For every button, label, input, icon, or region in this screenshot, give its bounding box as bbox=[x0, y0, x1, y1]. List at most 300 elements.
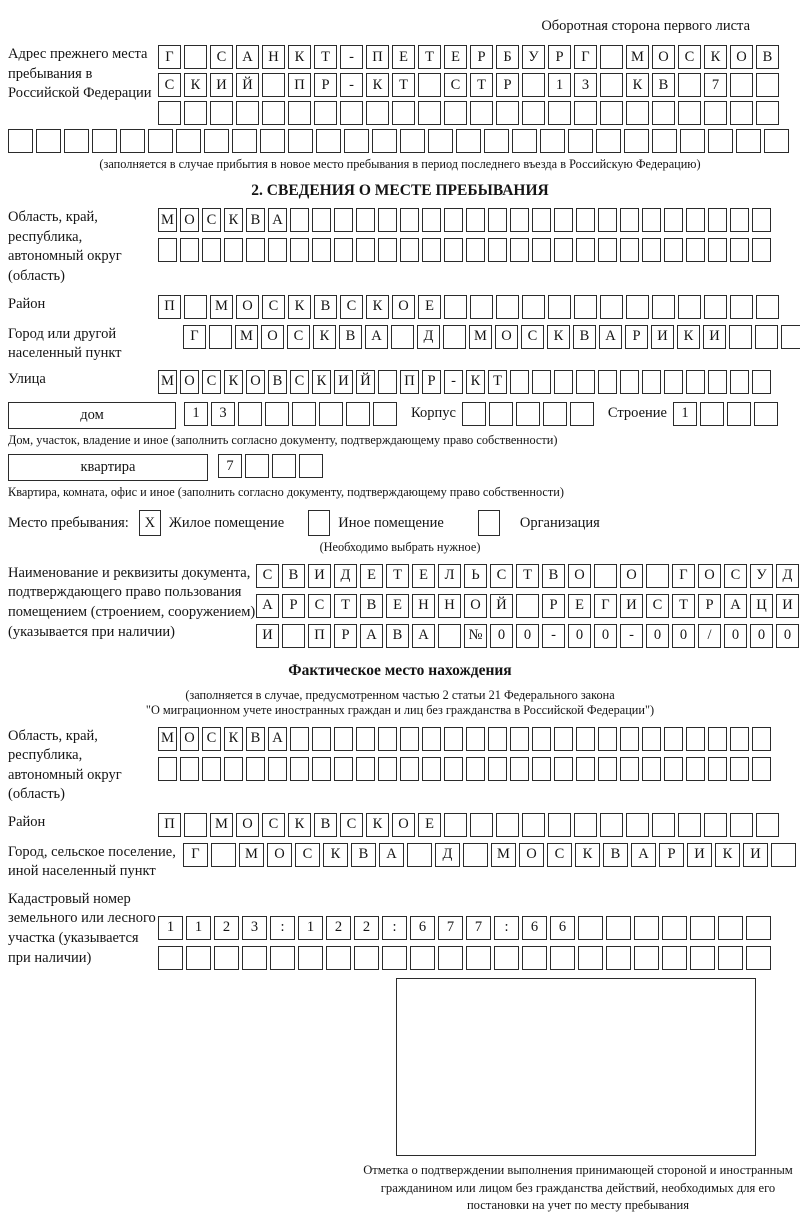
char-cell[interactable] bbox=[686, 727, 705, 751]
char-cell[interactable]: 0 bbox=[724, 624, 747, 648]
char-cell[interactable]: 6 bbox=[550, 916, 575, 940]
char-cell[interactable] bbox=[522, 295, 545, 319]
char-cell[interactable] bbox=[652, 813, 675, 837]
char-cell[interactable] bbox=[410, 946, 435, 970]
char-cell[interactable]: Р bbox=[542, 594, 565, 618]
char-cell[interactable]: В bbox=[282, 564, 305, 588]
char-cell[interactable]: Е bbox=[386, 594, 409, 618]
char-cell[interactable] bbox=[576, 238, 595, 262]
char-cell[interactable]: Е bbox=[568, 594, 591, 618]
char-cell[interactable]: В bbox=[314, 295, 337, 319]
char-cell[interactable]: Н bbox=[438, 594, 461, 618]
char-cell[interactable] bbox=[574, 295, 597, 319]
char-cell[interactable]: В bbox=[339, 325, 362, 349]
char-cell[interactable] bbox=[730, 370, 749, 394]
char-cell[interactable]: О bbox=[519, 843, 544, 867]
char-cell[interactable]: Н bbox=[412, 594, 435, 618]
char-cell[interactable] bbox=[466, 946, 491, 970]
char-cell[interactable] bbox=[634, 916, 659, 940]
char-cell[interactable] bbox=[443, 325, 466, 349]
char-cell[interactable] bbox=[756, 73, 779, 97]
char-cell[interactable]: 6 bbox=[522, 916, 547, 940]
char-cell[interactable]: В bbox=[360, 594, 383, 618]
char-cell[interactable] bbox=[626, 813, 649, 837]
char-cell[interactable] bbox=[626, 101, 649, 125]
char-cell[interactable]: 1 bbox=[184, 402, 208, 426]
char-cell[interactable] bbox=[598, 370, 617, 394]
char-cell[interactable]: А bbox=[268, 727, 287, 751]
char-cell[interactable]: К bbox=[715, 843, 740, 867]
char-cell[interactable]: О bbox=[267, 843, 292, 867]
char-cell[interactable]: М bbox=[158, 727, 177, 751]
char-cell[interactable] bbox=[444, 727, 463, 751]
char-cell[interactable] bbox=[378, 757, 397, 781]
char-cell[interactable] bbox=[752, 208, 771, 232]
char-cell[interactable] bbox=[210, 101, 233, 125]
char-cell[interactable] bbox=[422, 208, 441, 232]
char-cell[interactable]: А bbox=[412, 624, 435, 648]
char-cell[interactable]: С bbox=[202, 727, 221, 751]
char-cell[interactable]: О bbox=[236, 295, 259, 319]
char-cell[interactable] bbox=[664, 208, 683, 232]
char-cell[interactable] bbox=[620, 370, 639, 394]
char-cell[interactable] bbox=[704, 813, 727, 837]
char-cell[interactable]: О bbox=[180, 727, 199, 751]
char-cell[interactable] bbox=[568, 129, 593, 153]
char-cell[interactable] bbox=[202, 238, 221, 262]
char-cell[interactable] bbox=[319, 402, 343, 426]
char-cell[interactable] bbox=[540, 129, 565, 153]
char-cell[interactable] bbox=[730, 238, 749, 262]
char-cell[interactable] bbox=[510, 757, 529, 781]
char-cell[interactable] bbox=[378, 208, 397, 232]
char-cell[interactable]: С bbox=[202, 208, 221, 232]
char-cell[interactable] bbox=[260, 129, 285, 153]
char-cell[interactable]: 2 bbox=[354, 916, 379, 940]
char-cell[interactable]: 2 bbox=[326, 916, 351, 940]
char-cell[interactable]: Т bbox=[470, 73, 493, 97]
char-cell[interactable] bbox=[400, 238, 419, 262]
char-cell[interactable] bbox=[488, 238, 507, 262]
char-cell[interactable]: Г bbox=[672, 564, 695, 588]
char-cell[interactable]: 2 bbox=[214, 916, 239, 940]
char-cell[interactable] bbox=[532, 238, 551, 262]
char-cell[interactable] bbox=[400, 757, 419, 781]
char-cell[interactable]: К bbox=[224, 370, 243, 394]
char-cell[interactable] bbox=[204, 129, 229, 153]
char-cell[interactable] bbox=[418, 101, 441, 125]
char-cell[interactable] bbox=[594, 564, 617, 588]
char-cell[interactable]: Т bbox=[516, 564, 539, 588]
char-cell[interactable] bbox=[746, 946, 771, 970]
char-cell[interactable]: С bbox=[490, 564, 513, 588]
char-cell[interactable]: М bbox=[239, 843, 264, 867]
char-cell[interactable] bbox=[422, 727, 441, 751]
char-cell[interactable]: М bbox=[469, 325, 492, 349]
char-cell[interactable] bbox=[444, 813, 467, 837]
char-cell[interactable]: О bbox=[464, 594, 487, 618]
char-cell[interactable]: С bbox=[521, 325, 544, 349]
char-cell[interactable] bbox=[236, 101, 259, 125]
char-cell[interactable] bbox=[730, 101, 753, 125]
char-cell[interactable] bbox=[36, 129, 61, 153]
char-cell[interactable]: К bbox=[366, 73, 389, 97]
char-cell[interactable] bbox=[326, 946, 351, 970]
char-cell[interactable] bbox=[272, 454, 296, 478]
char-cell[interactable] bbox=[678, 101, 701, 125]
char-cell[interactable] bbox=[400, 727, 419, 751]
char-cell[interactable] bbox=[730, 813, 753, 837]
char-cell[interactable]: Л bbox=[438, 564, 461, 588]
char-cell[interactable] bbox=[288, 101, 311, 125]
char-cell[interactable] bbox=[444, 295, 467, 319]
char-cell[interactable]: 0 bbox=[776, 624, 799, 648]
char-cell[interactable] bbox=[158, 238, 177, 262]
char-cell[interactable] bbox=[598, 757, 617, 781]
char-cell[interactable] bbox=[407, 843, 432, 867]
char-cell[interactable]: Й bbox=[236, 73, 259, 97]
char-cell[interactable] bbox=[312, 757, 331, 781]
char-cell[interactable]: Н bbox=[262, 45, 285, 69]
char-cell[interactable] bbox=[466, 208, 485, 232]
char-cell[interactable]: К bbox=[323, 843, 348, 867]
char-cell[interactable]: 0 bbox=[594, 624, 617, 648]
char-cell[interactable] bbox=[574, 813, 597, 837]
char-cell[interactable] bbox=[708, 757, 727, 781]
char-cell[interactable]: В bbox=[268, 370, 287, 394]
char-cell[interactable] bbox=[678, 813, 701, 837]
char-cell[interactable]: К bbox=[466, 370, 485, 394]
char-cell[interactable] bbox=[242, 946, 267, 970]
char-cell[interactable] bbox=[456, 129, 481, 153]
char-cell[interactable]: О bbox=[180, 370, 199, 394]
char-cell[interactable] bbox=[606, 946, 631, 970]
char-cell[interactable] bbox=[510, 370, 529, 394]
char-cell[interactable]: О bbox=[261, 325, 284, 349]
char-cell[interactable]: Т bbox=[418, 45, 441, 69]
char-cell[interactable] bbox=[522, 946, 547, 970]
char-cell[interactable] bbox=[290, 727, 309, 751]
char-cell[interactable] bbox=[554, 370, 573, 394]
char-cell[interactable]: Т bbox=[488, 370, 507, 394]
char-cell[interactable] bbox=[686, 370, 705, 394]
char-cell[interactable]: О bbox=[392, 295, 415, 319]
char-cell[interactable] bbox=[522, 101, 545, 125]
char-cell[interactable] bbox=[209, 325, 232, 349]
char-cell[interactable] bbox=[510, 727, 529, 751]
char-cell[interactable] bbox=[176, 129, 201, 153]
char-cell[interactable]: 0 bbox=[490, 624, 513, 648]
char-cell[interactable] bbox=[488, 727, 507, 751]
char-cell[interactable] bbox=[708, 238, 727, 262]
char-cell[interactable] bbox=[756, 101, 779, 125]
char-cell[interactable] bbox=[532, 727, 551, 751]
char-cell[interactable]: 3 bbox=[242, 916, 267, 940]
char-cell[interactable] bbox=[634, 946, 659, 970]
char-cell[interactable] bbox=[470, 101, 493, 125]
char-cell[interactable]: Д bbox=[417, 325, 440, 349]
char-cell[interactable]: Р bbox=[625, 325, 648, 349]
char-cell[interactable]: И bbox=[334, 370, 353, 394]
char-cell[interactable] bbox=[578, 916, 603, 940]
char-cell[interactable] bbox=[120, 129, 145, 153]
char-cell[interactable]: С bbox=[646, 594, 669, 618]
char-cell[interactable] bbox=[548, 813, 571, 837]
char-cell[interactable] bbox=[708, 208, 727, 232]
stay-type-checkbox-residential[interactable]: X bbox=[139, 510, 161, 536]
char-cell[interactable] bbox=[270, 946, 295, 970]
char-cell[interactable] bbox=[620, 238, 639, 262]
char-cell[interactable]: М bbox=[210, 813, 233, 837]
char-cell[interactable] bbox=[708, 129, 733, 153]
char-cell[interactable]: С bbox=[256, 564, 279, 588]
char-cell[interactable]: И bbox=[687, 843, 712, 867]
char-cell[interactable]: М bbox=[158, 370, 177, 394]
char-cell[interactable]: С bbox=[444, 73, 467, 97]
char-cell[interactable]: С bbox=[290, 370, 309, 394]
char-cell[interactable]: Е bbox=[418, 295, 441, 319]
char-cell[interactable]: П bbox=[158, 295, 181, 319]
char-cell[interactable]: 1 bbox=[298, 916, 323, 940]
char-cell[interactable]: О bbox=[392, 813, 415, 837]
char-cell[interactable] bbox=[736, 129, 761, 153]
char-cell[interactable] bbox=[510, 208, 529, 232]
char-cell[interactable] bbox=[148, 129, 173, 153]
char-cell[interactable] bbox=[554, 238, 573, 262]
char-cell[interactable] bbox=[771, 843, 796, 867]
char-cell[interactable] bbox=[356, 238, 375, 262]
char-cell[interactable]: А bbox=[631, 843, 656, 867]
char-cell[interactable]: О bbox=[568, 564, 591, 588]
char-cell[interactable] bbox=[314, 101, 337, 125]
char-cell[interactable]: М bbox=[158, 208, 177, 232]
char-cell[interactable]: 7 bbox=[466, 916, 491, 940]
char-cell[interactable] bbox=[704, 295, 727, 319]
char-cell[interactable]: Е bbox=[392, 45, 415, 69]
char-cell[interactable]: Г bbox=[183, 843, 208, 867]
char-cell[interactable]: 0 bbox=[568, 624, 591, 648]
char-cell[interactable] bbox=[463, 843, 488, 867]
char-cell[interactable]: 6 bbox=[410, 916, 435, 940]
char-cell[interactable] bbox=[727, 402, 751, 426]
char-cell[interactable]: Р bbox=[496, 73, 519, 97]
char-cell[interactable] bbox=[378, 370, 397, 394]
char-cell[interactable]: К bbox=[626, 73, 649, 97]
char-cell[interactable]: Г bbox=[158, 45, 181, 69]
char-cell[interactable] bbox=[718, 916, 743, 940]
stay-type-checkbox-other-premises[interactable] bbox=[308, 510, 330, 536]
char-cell[interactable] bbox=[312, 727, 331, 751]
char-cell[interactable] bbox=[334, 238, 353, 262]
char-cell[interactable] bbox=[400, 208, 419, 232]
char-cell[interactable] bbox=[510, 238, 529, 262]
char-cell[interactable]: 3 bbox=[211, 402, 235, 426]
char-cell[interactable]: Ц bbox=[750, 594, 773, 618]
char-cell[interactable]: К bbox=[288, 45, 311, 69]
char-cell[interactable] bbox=[290, 208, 309, 232]
char-cell[interactable] bbox=[366, 101, 389, 125]
char-cell[interactable] bbox=[746, 916, 771, 940]
char-cell[interactable]: - bbox=[620, 624, 643, 648]
char-cell[interactable]: П bbox=[288, 73, 311, 97]
char-cell[interactable] bbox=[356, 757, 375, 781]
char-cell[interactable] bbox=[334, 727, 353, 751]
char-cell[interactable] bbox=[299, 454, 323, 478]
char-cell[interactable] bbox=[438, 624, 461, 648]
char-cell[interactable] bbox=[382, 946, 407, 970]
char-cell[interactable] bbox=[224, 238, 243, 262]
char-cell[interactable]: А bbox=[379, 843, 404, 867]
char-cell[interactable] bbox=[356, 727, 375, 751]
char-cell[interactable] bbox=[246, 757, 265, 781]
char-cell[interactable] bbox=[686, 238, 705, 262]
char-cell[interactable]: В bbox=[756, 45, 779, 69]
char-cell[interactable] bbox=[268, 757, 287, 781]
char-cell[interactable]: И bbox=[620, 594, 643, 618]
char-cell[interactable] bbox=[262, 101, 285, 125]
char-cell[interactable]: М bbox=[626, 45, 649, 69]
char-cell[interactable] bbox=[755, 325, 778, 349]
char-cell[interactable]: Г bbox=[183, 325, 206, 349]
char-cell[interactable] bbox=[356, 208, 375, 232]
char-cell[interactable] bbox=[265, 402, 289, 426]
char-cell[interactable]: И bbox=[776, 594, 799, 618]
char-cell[interactable] bbox=[729, 325, 752, 349]
char-cell[interactable] bbox=[316, 129, 341, 153]
char-cell[interactable] bbox=[211, 843, 236, 867]
char-cell[interactable]: 1 bbox=[186, 916, 211, 940]
char-cell[interactable]: К bbox=[366, 295, 389, 319]
char-cell[interactable]: С bbox=[678, 45, 701, 69]
char-cell[interactable] bbox=[334, 208, 353, 232]
char-cell[interactable]: : bbox=[270, 916, 295, 940]
char-cell[interactable]: С bbox=[262, 813, 285, 837]
char-cell[interactable] bbox=[288, 129, 313, 153]
char-cell[interactable] bbox=[92, 129, 117, 153]
char-cell[interactable] bbox=[522, 73, 545, 97]
char-cell[interactable] bbox=[600, 45, 623, 69]
char-cell[interactable] bbox=[642, 757, 661, 781]
char-cell[interactable] bbox=[184, 45, 207, 69]
char-cell[interactable] bbox=[494, 946, 519, 970]
char-cell[interactable] bbox=[600, 295, 623, 319]
char-cell[interactable] bbox=[438, 946, 463, 970]
char-cell[interactable]: В bbox=[314, 813, 337, 837]
char-cell[interactable] bbox=[444, 757, 463, 781]
char-cell[interactable]: К bbox=[575, 843, 600, 867]
char-cell[interactable] bbox=[764, 129, 789, 153]
char-cell[interactable]: С bbox=[340, 813, 363, 837]
char-cell[interactable]: О bbox=[236, 813, 259, 837]
char-cell[interactable]: Д bbox=[334, 564, 357, 588]
char-cell[interactable] bbox=[598, 727, 617, 751]
char-cell[interactable]: Р bbox=[548, 45, 571, 69]
char-cell[interactable] bbox=[548, 295, 571, 319]
char-cell[interactable] bbox=[600, 101, 623, 125]
char-cell[interactable]: А bbox=[360, 624, 383, 648]
char-cell[interactable]: А bbox=[724, 594, 747, 618]
char-cell[interactable]: О bbox=[698, 564, 721, 588]
char-cell[interactable]: В bbox=[351, 843, 376, 867]
char-cell[interactable]: Д bbox=[435, 843, 460, 867]
char-cell[interactable] bbox=[598, 208, 617, 232]
char-cell[interactable]: 7 bbox=[218, 454, 242, 478]
char-cell[interactable] bbox=[678, 73, 701, 97]
char-cell[interactable] bbox=[202, 757, 221, 781]
char-cell[interactable]: С bbox=[547, 843, 572, 867]
char-cell[interactable]: В bbox=[542, 564, 565, 588]
char-cell[interactable] bbox=[756, 813, 779, 837]
char-cell[interactable] bbox=[232, 129, 257, 153]
char-cell[interactable]: Р bbox=[698, 594, 721, 618]
char-cell[interactable]: Р bbox=[282, 594, 305, 618]
char-cell[interactable] bbox=[292, 402, 316, 426]
char-cell[interactable] bbox=[378, 238, 397, 262]
char-cell[interactable] bbox=[298, 946, 323, 970]
char-cell[interactable] bbox=[346, 402, 370, 426]
char-cell[interactable] bbox=[642, 727, 661, 751]
char-cell[interactable]: В bbox=[246, 727, 265, 751]
char-cell[interactable]: Б bbox=[496, 45, 519, 69]
char-cell[interactable] bbox=[576, 208, 595, 232]
char-cell[interactable] bbox=[290, 757, 309, 781]
char-cell[interactable] bbox=[543, 402, 567, 426]
char-cell[interactable]: Р bbox=[314, 73, 337, 97]
char-cell[interactable]: И bbox=[743, 843, 768, 867]
char-cell[interactable] bbox=[730, 208, 749, 232]
char-cell[interactable] bbox=[652, 295, 675, 319]
char-cell[interactable] bbox=[391, 325, 414, 349]
char-cell[interactable]: 1 bbox=[548, 73, 571, 97]
char-cell[interactable]: С bbox=[158, 73, 181, 97]
char-cell[interactable] bbox=[642, 238, 661, 262]
char-cell[interactable] bbox=[334, 757, 353, 781]
char-cell[interactable] bbox=[652, 101, 675, 125]
char-cell[interactable] bbox=[354, 946, 379, 970]
char-cell[interactable]: : bbox=[494, 916, 519, 940]
char-cell[interactable]: : bbox=[382, 916, 407, 940]
char-cell[interactable] bbox=[400, 129, 425, 153]
char-cell[interactable] bbox=[484, 129, 509, 153]
char-cell[interactable]: А bbox=[236, 45, 259, 69]
char-cell[interactable] bbox=[186, 946, 211, 970]
char-cell[interactable] bbox=[708, 370, 727, 394]
char-cell[interactable]: К bbox=[184, 73, 207, 97]
char-cell[interactable] bbox=[392, 101, 415, 125]
char-cell[interactable] bbox=[158, 757, 177, 781]
char-cell[interactable]: П bbox=[400, 370, 419, 394]
char-cell[interactable]: Й bbox=[490, 594, 513, 618]
char-cell[interactable] bbox=[690, 916, 715, 940]
char-cell[interactable]: В bbox=[246, 208, 265, 232]
char-cell[interactable] bbox=[262, 73, 285, 97]
char-cell[interactable]: Г bbox=[594, 594, 617, 618]
char-cell[interactable] bbox=[752, 238, 771, 262]
char-cell[interactable] bbox=[730, 757, 749, 781]
char-cell[interactable] bbox=[184, 813, 207, 837]
char-cell[interactable] bbox=[444, 101, 467, 125]
char-cell[interactable]: О bbox=[180, 208, 199, 232]
char-cell[interactable] bbox=[8, 129, 33, 153]
char-cell[interactable] bbox=[158, 101, 181, 125]
char-cell[interactable] bbox=[664, 370, 683, 394]
char-cell[interactable]: П bbox=[308, 624, 331, 648]
char-cell[interactable] bbox=[489, 402, 513, 426]
char-cell[interactable] bbox=[662, 946, 687, 970]
char-cell[interactable] bbox=[422, 238, 441, 262]
char-cell[interactable]: О bbox=[246, 370, 265, 394]
char-cell[interactable]: В bbox=[573, 325, 596, 349]
